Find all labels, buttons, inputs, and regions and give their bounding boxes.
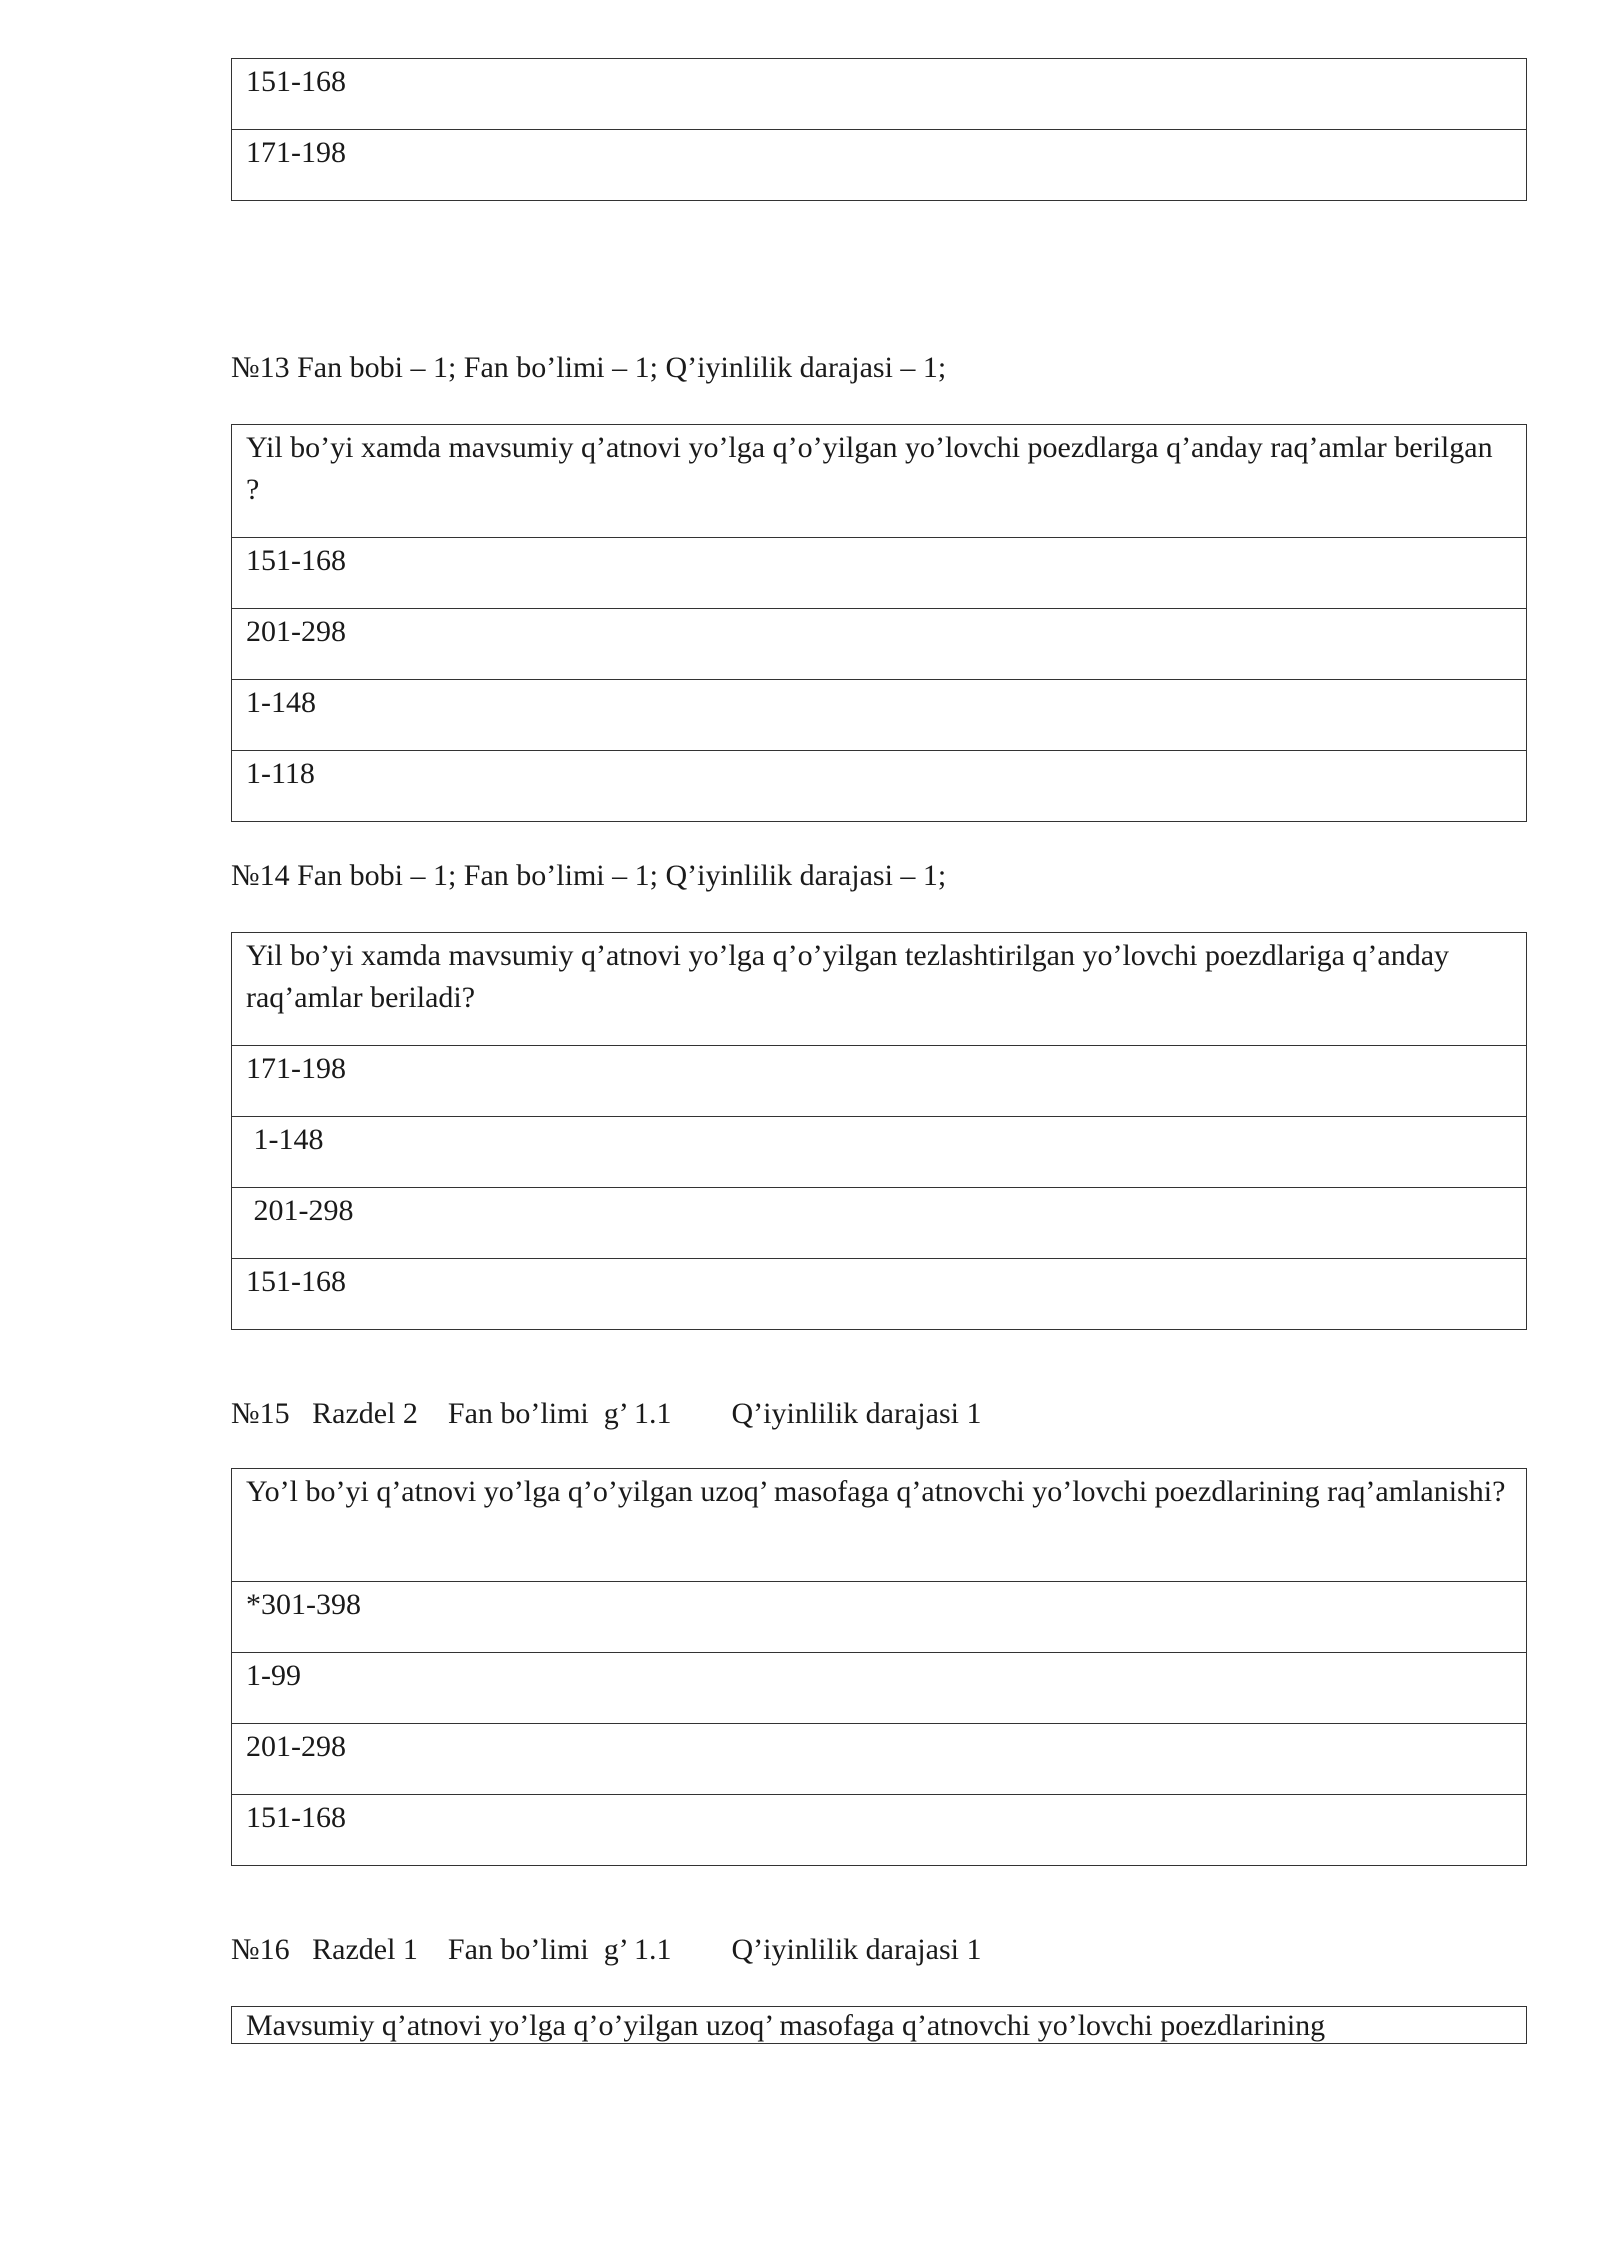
question-heading: №14 Fan bobi – 1; Fan bo’limi – 1; Q’iyinlilik darajasi – 1;	[231, 859, 947, 892]
answer-option: 201-298	[232, 1188, 1527, 1259]
answer-option: 201-298	[232, 609, 1527, 680]
answer-option: 151-168	[232, 538, 1527, 609]
answer-option: 1-99	[232, 1653, 1527, 1724]
question-text: Yil bo’yi xamda mavsumiy q’atnovi yo’lga q’o’yilgan tezlashtirilgan yo’lovchi poezdlariga q’anday raq’amlar beriladi?	[232, 933, 1527, 1046]
answer-option: 171-198	[232, 1046, 1527, 1117]
question-table	[231, 2006, 1527, 2044]
question-text: Yil bo’yi xamda mavsumiy q’atnovi yo’lga q’o’yilgan yo’lovchi poezdlarga q’anday raq’amlar berilgan ?	[232, 425, 1527, 538]
table-cell: 151-168	[232, 59, 1527, 130]
answer-option: 151-168	[232, 1795, 1527, 1866]
answer-option: 1-148	[232, 680, 1527, 751]
question-15-block	[231, 1468, 1527, 1866]
answer-option: 201-298	[232, 1724, 1527, 1795]
question-table	[231, 932, 1527, 1330]
question-13-block	[231, 424, 1527, 822]
table-cell: 171-198	[232, 130, 1527, 201]
top-table-block	[231, 58, 1527, 201]
answer-table	[231, 58, 1527, 201]
question-heading: №16 Razdel 1 Fan bo’limi g’ 1.1 Q’iyinlilik darajasi 1	[231, 1933, 982, 1966]
question-heading: №13 Fan bobi – 1; Fan bo’limi – 1; Q’iyinlilik darajasi – 1;	[231, 351, 947, 384]
question-heading: №15 Razdel 2 Fan bo’limi g’ 1.1 Q’iyinlilik darajasi 1	[231, 1397, 982, 1430]
question-table	[231, 1468, 1527, 1866]
answer-option: 1-118	[232, 751, 1527, 822]
question-table	[231, 424, 1527, 822]
question-14-block	[231, 932, 1527, 1330]
question-text: Mavsumiy q’atnovi yo’lga q’o’yilgan uzoq’ masofaga q’atnovchi yo’lovchi poezdlarining	[232, 2007, 1527, 2044]
question-text: Yo’l bo’yi q’atnovi yo’lga q’o’yilgan uzoq’ masofaga q’atnovchi yo’lovchi poezdlarining raq’amlanishi?	[232, 1469, 1527, 1582]
answer-option: 151-168	[232, 1259, 1527, 1330]
answer-option: 1-148	[232, 1117, 1527, 1188]
question-16-block	[231, 2006, 1527, 2044]
answer-option: *301-398	[232, 1582, 1527, 1653]
